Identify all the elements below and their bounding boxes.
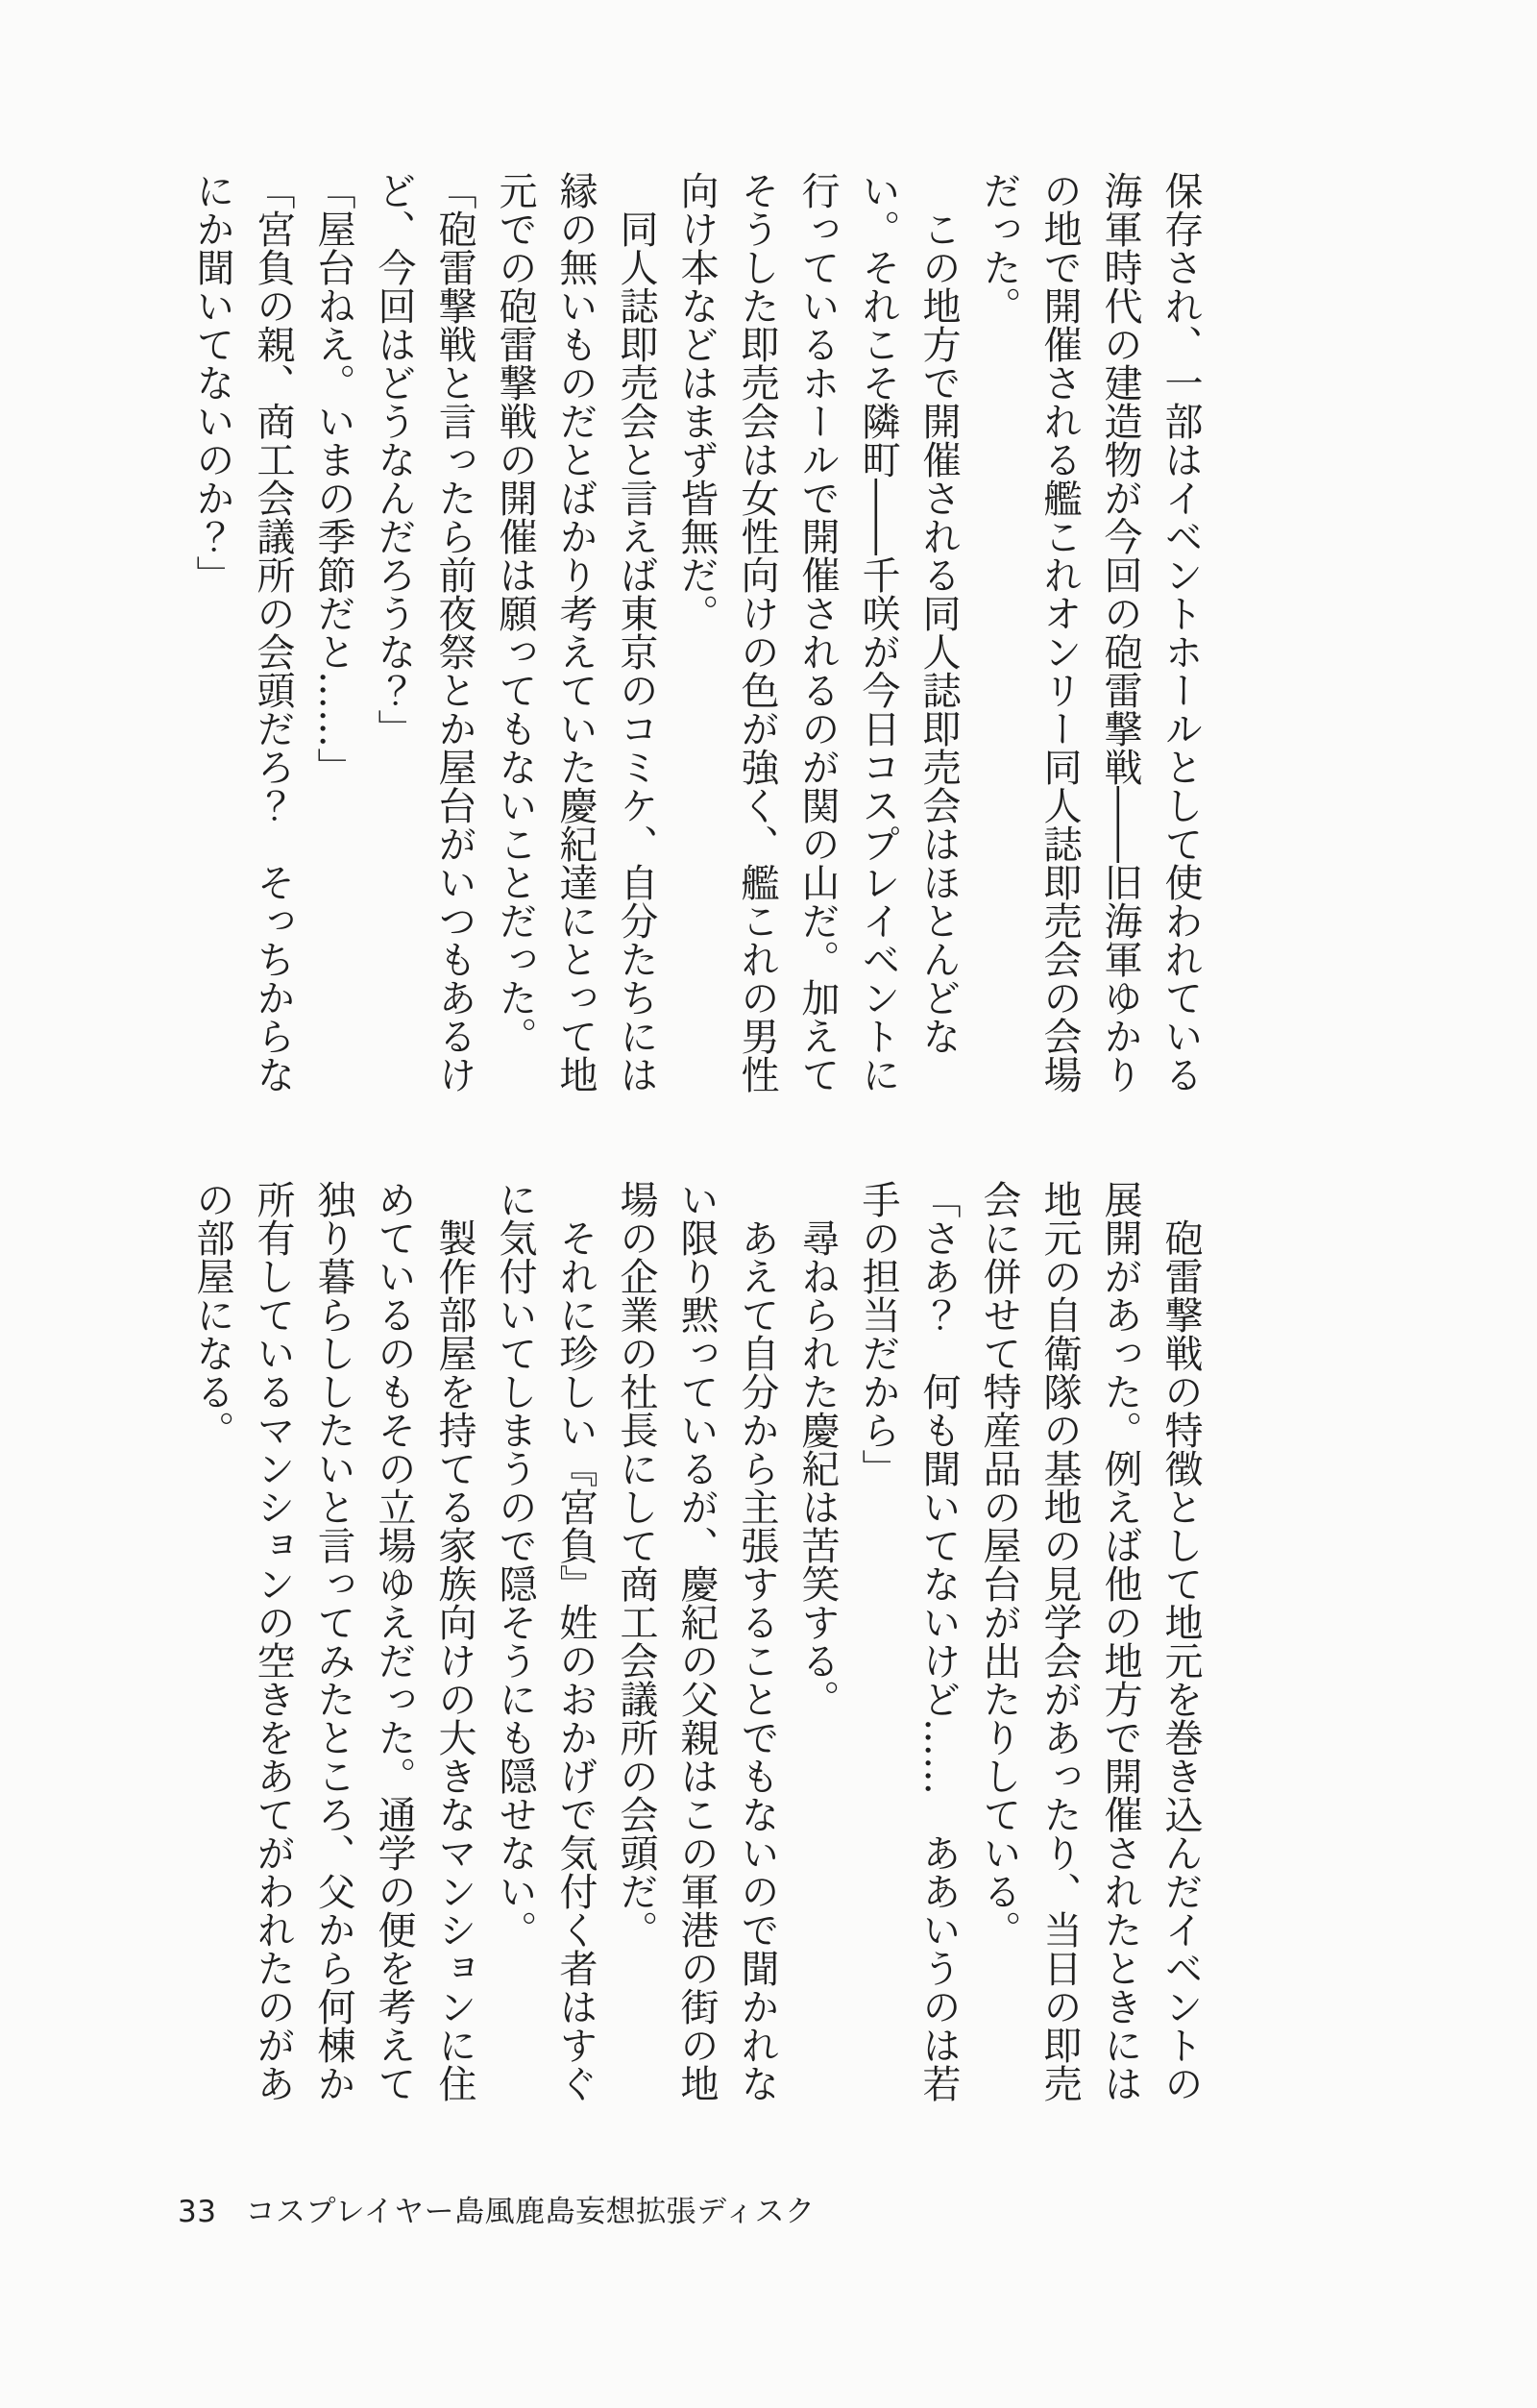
text-column: めているのもその立場ゆえだった。通学の便を考えて xyxy=(372,1180,416,2102)
text-column: 向け本などはまず皆無だ。 xyxy=(674,171,719,632)
text-column: に気付いてしまうので隠そうにも隠せない。 xyxy=(493,1180,537,1949)
text-column: 砲雷撃戦の特徴として地元を巻き込んだイベントの xyxy=(1159,1180,1203,2102)
text-column: 展開があった。例えば他の地方で開催されたときには xyxy=(1098,1180,1142,2102)
text-column: 所有しているマンションの空きをあてがわれたのがあ xyxy=(251,1180,295,2102)
text-column: 「砲雷撃戦と言ったら前夜祭とか屋台がいつもあるけ xyxy=(432,171,476,1093)
running-title: コスプレイヤー島風鹿島妄想拡張ディスク xyxy=(245,2195,816,2229)
text-column: 尋ねられた慶紀は苦笑する。 xyxy=(795,1180,840,1718)
text-column: この地方で開催される同人誌即売会はほとんどな xyxy=(916,171,961,1055)
text-column: の地で開催される艦これオンリー同人誌即売会の会場 xyxy=(1037,171,1082,1093)
text-column: 場の企業の社長にして商工会議所の会頭だ。 xyxy=(614,1180,658,1949)
text-column: 手の担当だから」 xyxy=(856,1180,900,1487)
bottom-text-block xyxy=(182,1180,1210,2102)
text-column: 海軍時代の建造物が今回の砲雷撃戦――旧海軍ゆかり xyxy=(1098,171,1142,1093)
top-text-block xyxy=(182,171,1210,1093)
text-column: 会に併せて特産品の屋台が出たりしている。 xyxy=(977,1180,1021,1949)
text-column: 同人誌即売会と言えば東京のコミケ、自分たちには xyxy=(614,171,658,1093)
text-column: 縁の無いものだとばかり考えていた慶紀達にとって地 xyxy=(553,171,598,1093)
text-column: 行っているホールで開催されるのが関の山だ。加えて xyxy=(795,171,840,1093)
text-column: 元での砲雷撃戦の開催は願ってもないことだった。 xyxy=(493,171,537,1055)
text-column: だった。 xyxy=(977,171,1021,325)
text-column: 「宮負の親、商工会議所の会頭だろ？ そっちからな xyxy=(251,171,295,1093)
text-column: 独り暮らししたいと言ってみたところ、父から何棟か xyxy=(311,1180,355,2102)
page-number: 33 xyxy=(178,2195,217,2229)
text-column: 「屋台ねえ。いまの季節だと……」 xyxy=(311,171,355,786)
text-column: にか聞いてないのか？」 xyxy=(190,171,234,594)
text-column: ど、今回はどうなんだろうな？」 xyxy=(372,171,416,748)
text-column: の部屋になる。 xyxy=(190,1180,234,1449)
text-column: あえて自分から主張することでもないので聞かれな xyxy=(735,1180,779,2102)
page-footer xyxy=(178,2195,816,2229)
text-column: 「さあ？ 何も聞いてないけど…… ああいうのは若 xyxy=(916,1180,961,2102)
text-column: そうした即売会は女性向けの色が強く、艦これの男性 xyxy=(735,171,779,1093)
text-column: い限り黙っているが、慶紀の父親はこの軍港の街の地 xyxy=(674,1180,719,2102)
text-column: 地元の自衛隊の基地の見学会があったり、当日の即売 xyxy=(1037,1180,1082,2102)
text-column: それに珍しい『宮負』姓のおかげで気付く者はすぐ xyxy=(553,1180,598,2102)
text-column: 製作部屋を持てる家族向けの大きなマンションに住 xyxy=(432,1180,476,2102)
text-column: い。それこそ隣町――千咲が今日コスプレイベントに xyxy=(856,171,900,1093)
text-column: 保存され、一部はイベントホールとして使われている xyxy=(1159,171,1203,1093)
